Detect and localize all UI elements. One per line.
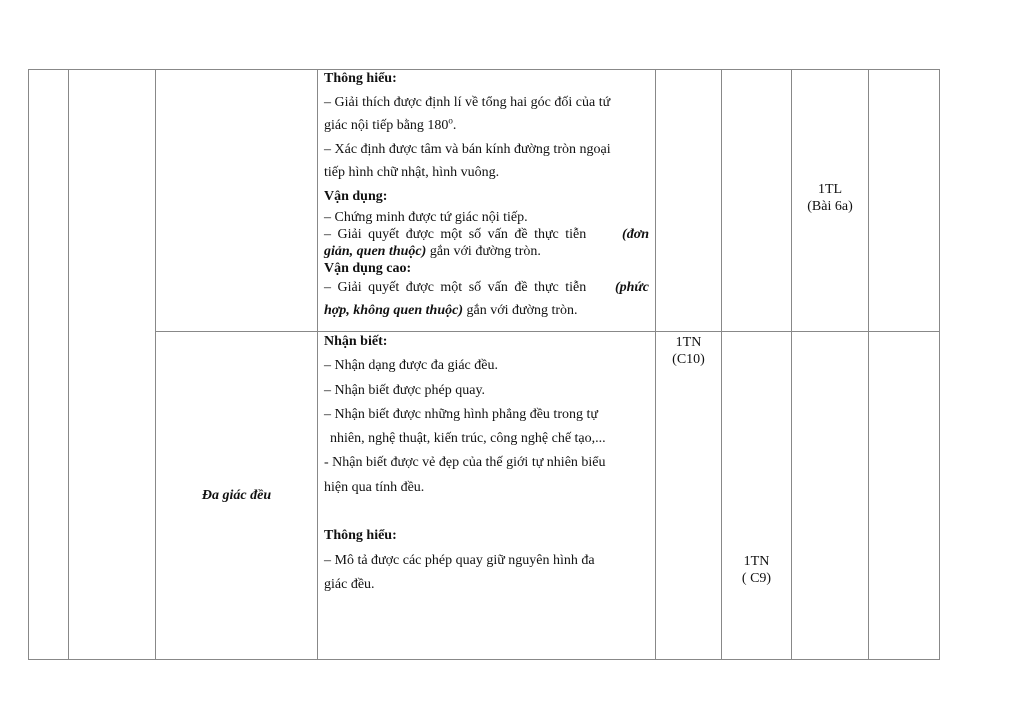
row2-nb-line4: nhiên, nghệ thuật, kiến trúc, công nghệ chế tạo,... xyxy=(330,431,606,447)
row1-th-line1: – Giải thích được định lí về tổng hai góc đối của tứ xyxy=(324,94,611,110)
row1-vdc-line2-text: gắn với đường tròn. xyxy=(466,303,578,318)
degree-superscript: o xyxy=(448,115,453,126)
row1-th-line4: tiếp hình chữ nhật, hình vuông. xyxy=(324,165,500,180)
row2-blank-line xyxy=(324,500,649,524)
row2-content xyxy=(324,330,649,597)
row2-nhan-biet-title: Nhận biết: xyxy=(324,334,388,349)
row2-th-line2: giác đều. xyxy=(324,576,375,592)
row2-topic-cell xyxy=(156,487,317,504)
row1-thong-hieu-title: Thông hiểu: xyxy=(324,71,397,86)
row2-thong-hieu-value-2: ( C9) xyxy=(741,571,772,586)
row2-nb-line1: – Nhận dạng được đa giác đều. xyxy=(324,358,498,374)
row2-nhan-biet-value-2: (C10) xyxy=(672,352,705,367)
col-line-3 xyxy=(317,69,318,659)
row2-th-line1: – Mô tả được các phép quay giữ nguyên hình đa xyxy=(324,552,595,568)
row1-vd-line3-em: giản, quen thuộc) xyxy=(324,244,427,259)
row1-content xyxy=(324,67,649,323)
row2-nb-line5: - Nhận biết được vẻ đẹp của thế giới tự nhiên biểu xyxy=(324,455,606,471)
row2-nhan-biet-value-1: 1TN xyxy=(675,335,702,350)
row1-th-line2-end: . xyxy=(452,118,457,133)
row1-van-dung-cao-title: Vận dụng cao: xyxy=(324,261,412,276)
col-line-1 xyxy=(68,69,69,659)
row1-th-line2 xyxy=(324,114,649,138)
row1-van-dung-value-2: (Bài 6a) xyxy=(807,199,853,214)
col-line-8 xyxy=(939,69,940,659)
row2-nb-line2: – Nhận biết được phép quay. xyxy=(324,382,486,398)
row1-vdc-line1 xyxy=(324,276,649,299)
col-line-2 xyxy=(155,69,156,659)
row2-thong-hieu-title: Thông hiểu: xyxy=(324,528,397,544)
row2-nb-line3: – Nhận biết được những hình phẳng đều trong tự xyxy=(324,406,598,422)
col-line-6 xyxy=(791,69,792,659)
row1-vd-line2 xyxy=(324,228,649,242)
row1-vdc-line2 xyxy=(324,299,649,323)
row1-th-line3: – Xác định được tâm và bán kính đường tròn ngoại xyxy=(324,141,611,157)
row1-van-dung-cell xyxy=(792,181,868,215)
row1-vd-line2-em: (đơn xyxy=(622,227,649,242)
row1-vd-line3 xyxy=(324,242,649,262)
row1-van-dung-value-1: 1TL xyxy=(817,182,843,197)
row1-vd-line2-text: – Giải quyết được một số vấn đề thực tiễn xyxy=(324,227,587,242)
row2-topic: Đa giác đều xyxy=(201,488,272,503)
row1-vdc-line1-text: – Giải quyết được một số vấn đề thực tiễn xyxy=(324,280,587,295)
row1-th-line2-text: giác nội tiếp bằng 180 xyxy=(324,118,449,133)
row1-vd-line1: – Chứng minh được tứ giác nội tiếp. xyxy=(324,210,528,225)
row2-nhan-biet-cell xyxy=(656,334,721,368)
col-line-0 xyxy=(28,69,29,659)
row1-van-dung-title: Vận dụng: xyxy=(324,188,388,204)
row1-vd-line3-text: gắn với đường tròn. xyxy=(429,244,541,259)
col-line-7 xyxy=(868,69,869,659)
row2-thong-hieu-cell xyxy=(722,553,791,587)
row1-vdc-line1-em: (phức xyxy=(614,280,649,295)
row2-nb-line6: hiện qua tính đều. xyxy=(324,479,425,495)
row1-vdc-line2-em: hợp, không quen thuộc) xyxy=(324,303,463,318)
table-bottom-border xyxy=(28,659,940,660)
row2-thong-hieu-value-1: 1TN xyxy=(743,554,770,569)
